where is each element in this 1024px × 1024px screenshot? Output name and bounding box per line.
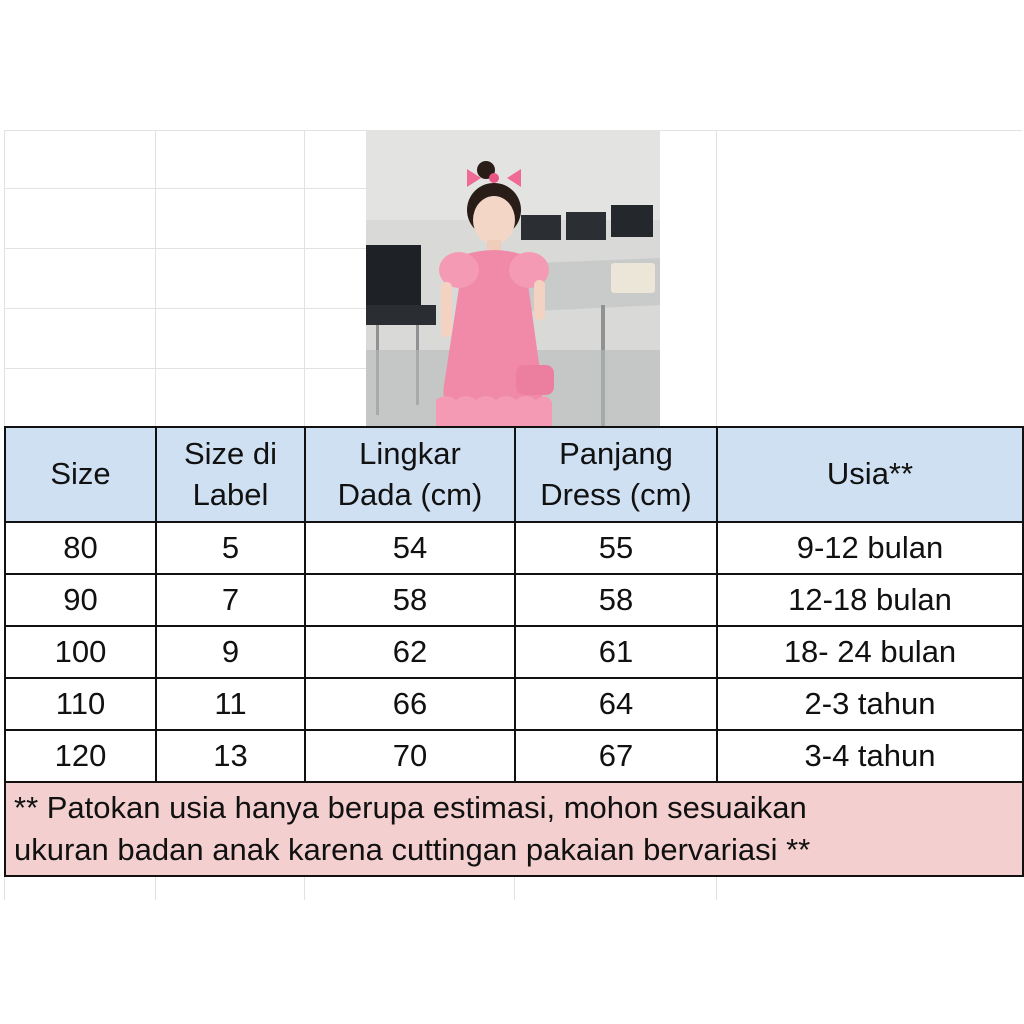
note-row [5,782,1023,876]
cell-size: 100 [5,626,156,678]
header-line: Label [192,476,269,512]
cell-chest: 58 [305,574,515,626]
header-age [717,427,1023,522]
cell-length: 58 [515,574,717,626]
header-line: Dada (cm) [337,476,483,512]
product-photo [366,130,660,426]
cell-size: 110 [5,678,156,730]
cell-age: 12-18 bulan [717,574,1023,626]
cell-label-size: 5 [156,522,305,574]
header-line: Dress (cm) [540,476,692,512]
cell-label-size: 11 [156,678,305,730]
table-row [5,574,1023,626]
cell-age: 3-4 tahun [717,730,1023,782]
gridline [4,308,366,309]
cell-label-size: 7 [156,574,305,626]
cell-size: 80 [5,522,156,574]
header-line: Panjang [559,436,673,472]
cell-label-size: 13 [156,730,305,782]
header-size-on-label [156,427,305,522]
table-row [5,626,1023,678]
gridline [4,248,366,249]
table-row [5,522,1023,574]
size-chart-table [4,426,1024,877]
cell-age: 2-3 tahun [717,678,1023,730]
cell-chest: 62 [305,626,515,678]
age-disclaimer-note [5,782,1023,876]
cell-age: 9-12 bulan [717,522,1023,574]
cell-chest: 70 [305,730,515,782]
header-size-label: Size [50,456,111,492]
cell-label-size: 9 [156,626,305,678]
header-dress-length [515,427,717,522]
header-chest [305,427,515,522]
header-size [5,427,156,522]
cell-size: 120 [5,730,156,782]
gridline [4,188,366,189]
cell-length: 61 [515,626,717,678]
gridline [4,368,366,369]
cell-length: 64 [515,678,717,730]
header-line: Lingkar [359,436,461,472]
girl-in-pink-dress-illustration [366,130,660,426]
cell-size: 90 [5,574,156,626]
cell-age: 18- 24 bulan [717,626,1023,678]
header-line: Size di [183,436,278,472]
table-row [5,678,1023,730]
table-row [5,730,1023,782]
note-line: ukuran badan anak karena cuttingan pakaian bervariasi ** [14,832,811,867]
header-row [5,427,1023,522]
cell-chest: 66 [305,678,515,730]
cell-length: 67 [515,730,717,782]
cell-chest: 54 [305,522,515,574]
header-age-label: Usia** [826,456,914,492]
note-line: ** Patokan usia hanya berupa estimasi, mohon sesuaikan [14,790,807,826]
cell-length: 55 [515,522,717,574]
